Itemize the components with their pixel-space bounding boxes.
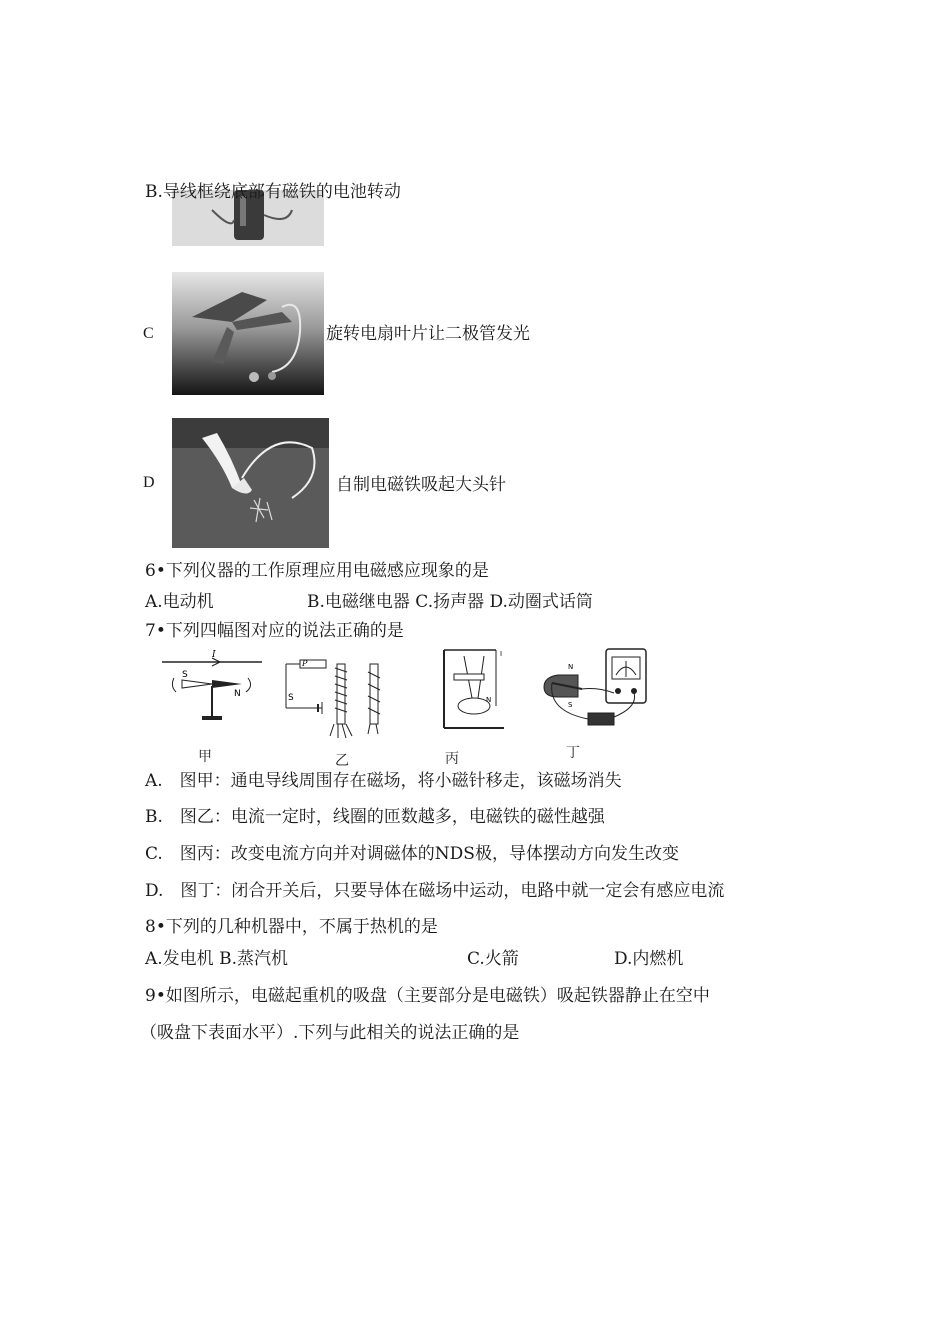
svg-text:S: S <box>182 670 188 680</box>
figure-yi-electromagnets <box>282 658 392 743</box>
q8-options-ab: A.发电机 B.蒸汽机 <box>145 949 288 969</box>
svg-text:S: S <box>568 701 573 709</box>
svg-text:I: I <box>212 650 216 660</box>
figure-bing-apparatus <box>434 646 514 736</box>
q9-stem: 9•如图所示，电磁起重机的吸盘（主要部分是电磁铁）吸起铁器静止在空中 <box>145 986 710 1006</box>
q7-option-b: B. 图乙：电流一定时，线圈的匝数越多，电磁铁的磁性越强 <box>145 807 605 827</box>
q5-option-d-letter: D <box>143 474 155 491</box>
figure-ding-generator <box>538 647 658 737</box>
svg-text:N: N <box>568 663 574 671</box>
svg-text:P: P <box>302 659 308 668</box>
caption-bing: 丙 <box>445 751 459 767</box>
q7-option-c: C. 图丙：改变电流方向并对调磁体的NDS极，导体摆动方向发生改变 <box>145 844 679 864</box>
q7-option-d: D. 图丁：闭合开关后，只要导体在磁场中运动，电路中就一定会有感应电流 <box>145 881 725 901</box>
svg-text:S: S <box>288 693 294 703</box>
q6-stem: 6•下列仪器的工作原理应用电磁感应现象的是 <box>145 561 489 581</box>
q8-stem: 8•下列的几种机器中，不属于热机的是 <box>145 917 438 937</box>
q7-option-a: A. 图甲：通电导线周围存在磁场，将小磁针移走，该磁场消失 <box>145 771 622 791</box>
q6-option-a: A.电动机 <box>145 592 214 612</box>
q8-option-c: C.火箭 <box>467 949 519 969</box>
electromagnet-photo <box>172 418 329 548</box>
q9-stem-line2: （吸盘下表面水平）.下列与此相关的说法正确的是 <box>140 1023 520 1043</box>
q8-option-d: D.内燃机 <box>614 949 684 969</box>
caption-ding: 丁 <box>566 745 580 761</box>
caption-yi: 乙 <box>335 753 349 769</box>
q6-options-bcd: B.电磁继电器 C.扬声器 D.动圈式话筒 <box>307 592 593 612</box>
fan-diode-photo <box>172 272 324 395</box>
q5-option-d-text: 自制电磁铁吸起大头针 <box>336 475 506 495</box>
caption-jia: 甲 <box>198 749 212 765</box>
svg-text:N: N <box>486 696 492 704</box>
svg-text:I: I <box>500 650 503 658</box>
figure-jia-compass <box>162 650 272 730</box>
q5-option-c-text: 旋转电扇叶片让二极管发光 <box>326 324 530 344</box>
q5-option-b: B.导线框绕底部有磁铁的电池转动 <box>145 182 401 202</box>
q5-option-c-letter: C <box>143 325 154 342</box>
q7-stem: 7•下列四幅图对应的说法正确的是 <box>145 621 404 641</box>
svg-text:N: N <box>234 689 241 699</box>
